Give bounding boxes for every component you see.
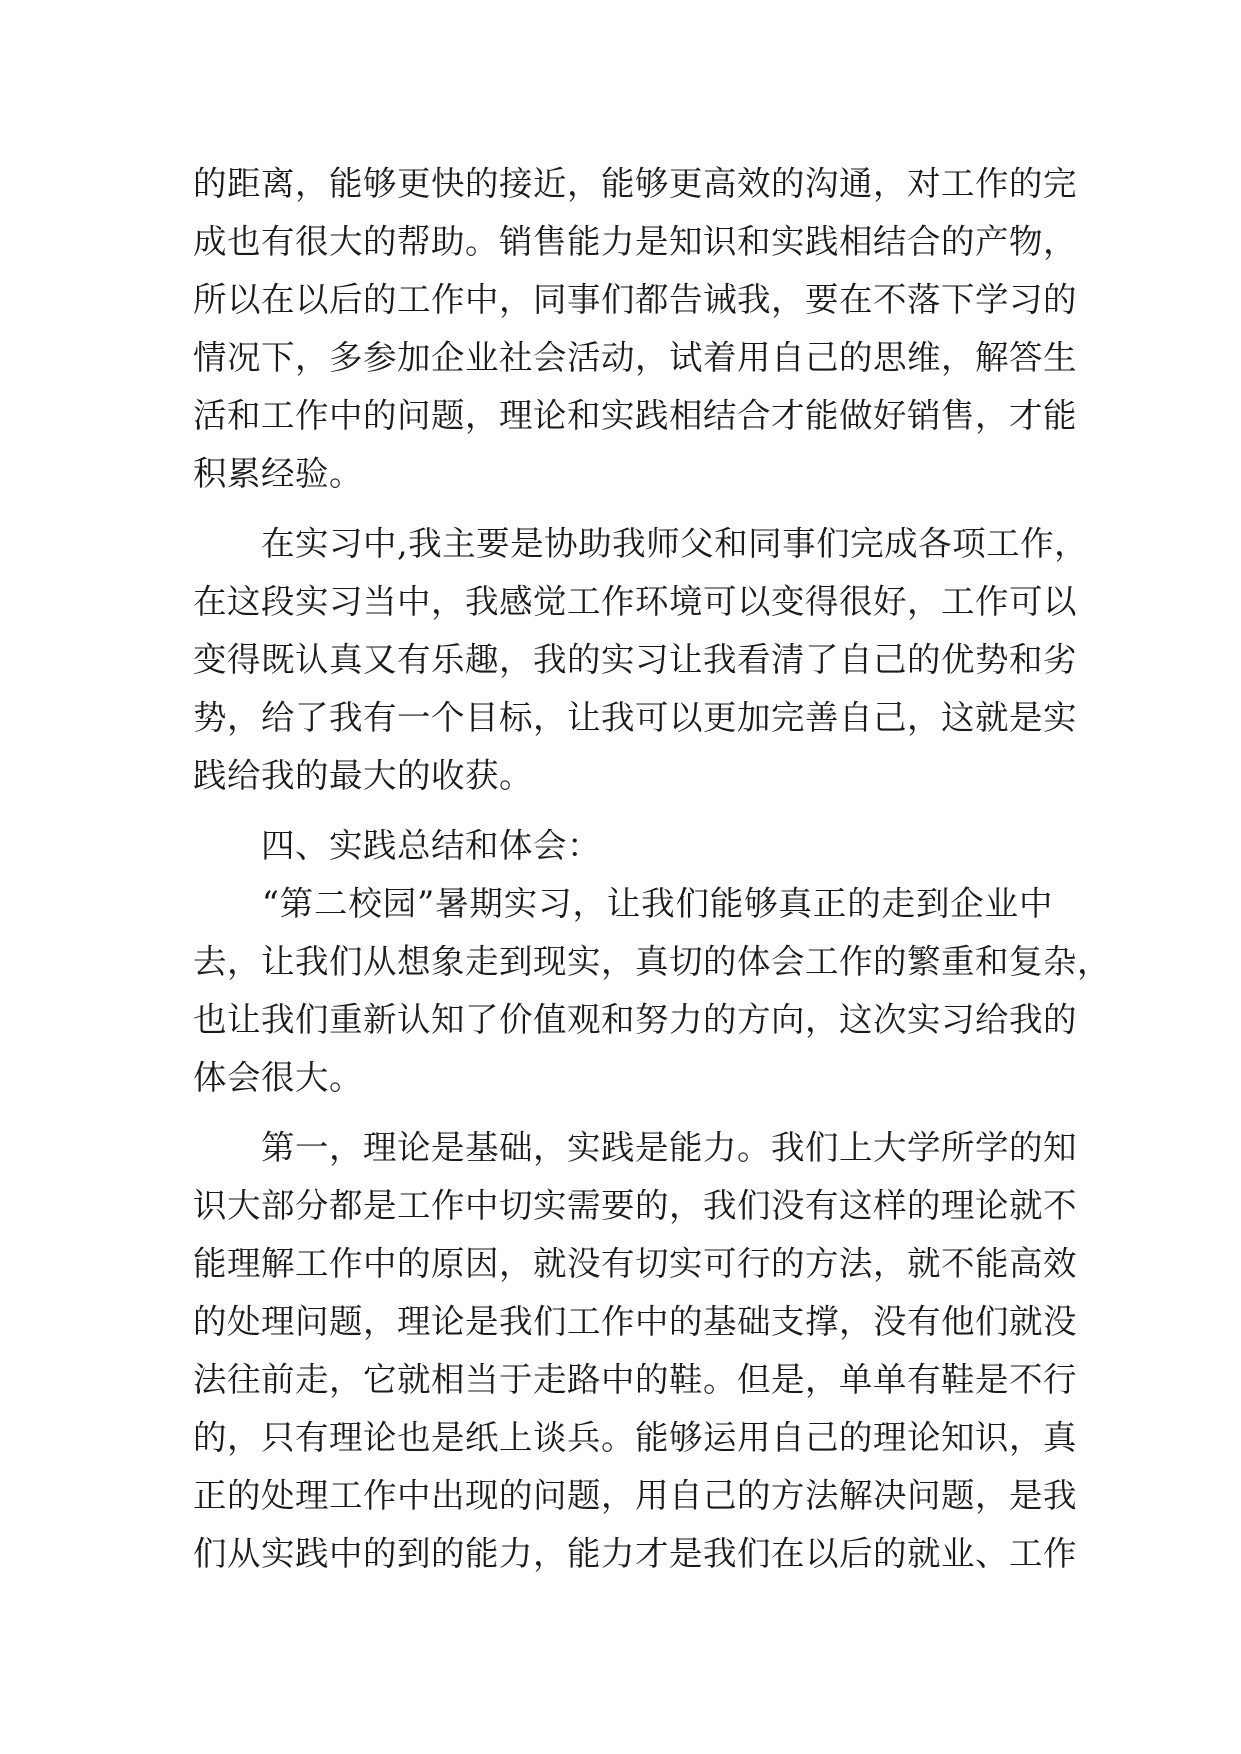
- text-line: 能理解工作中的原因，就没有切实可行的方法，就不能高效: [193, 1244, 1077, 1283]
- section-heading: [193, 817, 1053, 875]
- text-line: 也让我们重新认知了价值观和努力的方向，这次实习给我的: [193, 1000, 1077, 1039]
- text-line: 积累经验。: [193, 454, 363, 493]
- text-line: 法往前走，它就相当于走路中的鞋。但是，单单有鞋是不行: [193, 1360, 1077, 1399]
- text-line: 在这段实习当中，我感觉工作环境可以变得很好，工作可以: [193, 582, 1077, 621]
- text-line: 势，给了我有一个目标，让我可以更加完善自己，这就是实: [193, 698, 1077, 737]
- text-line: 践给我的最大的收获。: [193, 756, 533, 795]
- text-line: 识大部分都是工作中切实需要的，我们没有这样的理论就不: [193, 1186, 1077, 1225]
- heading-line: 四、实践总结和体会：: [193, 826, 601, 865]
- text-line: 活和工作中的问题，理论和实践相结合才能做好销售，才能: [193, 396, 1077, 435]
- text-line: 情况下，多参加企业社会活动，试着用自己的思维，解答生: [193, 338, 1077, 377]
- text-line: 变得既认真又有乐趣，我的实习让我看清了自己的优势和劣: [193, 640, 1077, 679]
- text-line: 体会很大。: [193, 1058, 363, 1097]
- text-line: 正的处理工作中出现的问题，用自己的方法解决问题，是我: [193, 1476, 1077, 1515]
- text-line: 的距离，能够更快的接近，能够更高效的沟通，对工作的完: [193, 164, 1077, 203]
- text-line: 所以在以后的工作中，同事们都告诫我，要在不落下学习的: [193, 280, 1077, 319]
- text-line: 成也有很大的帮助。销售能力是知识和实践相结合的产物，: [193, 222, 1077, 261]
- paragraph-3: [193, 875, 1111, 1107]
- body-text: [193, 155, 1111, 1583]
- paragraph-4: [193, 1119, 1077, 1583]
- text-line: 的处理问题，理论是我们工作中的基础支撑，没有他们就没: [193, 1302, 1077, 1341]
- paragraph-1: [193, 155, 1077, 503]
- text-line: 的，只有理论也是纸上谈兵。能够运用自己的理论知识，真: [193, 1418, 1077, 1457]
- text-line: “第二校园”暑期实习，让我们能够真正的走到企业中: [193, 884, 1053, 923]
- text-line: 们从实践中的到的能力，能力才是我们在以后的就业、工作: [193, 1534, 1077, 1573]
- text-line: 在实习中,我主要是协助我师父和同事们完成各项工作，: [193, 524, 1089, 563]
- paragraph-2: [193, 515, 1089, 805]
- text-line: 第一，理论是基础，实践是能力。我们上大学所学的知: [193, 1128, 1077, 1167]
- text-line: 去，让我们从想象走到现实，真切的体会工作的繁重和复杂，: [193, 942, 1111, 981]
